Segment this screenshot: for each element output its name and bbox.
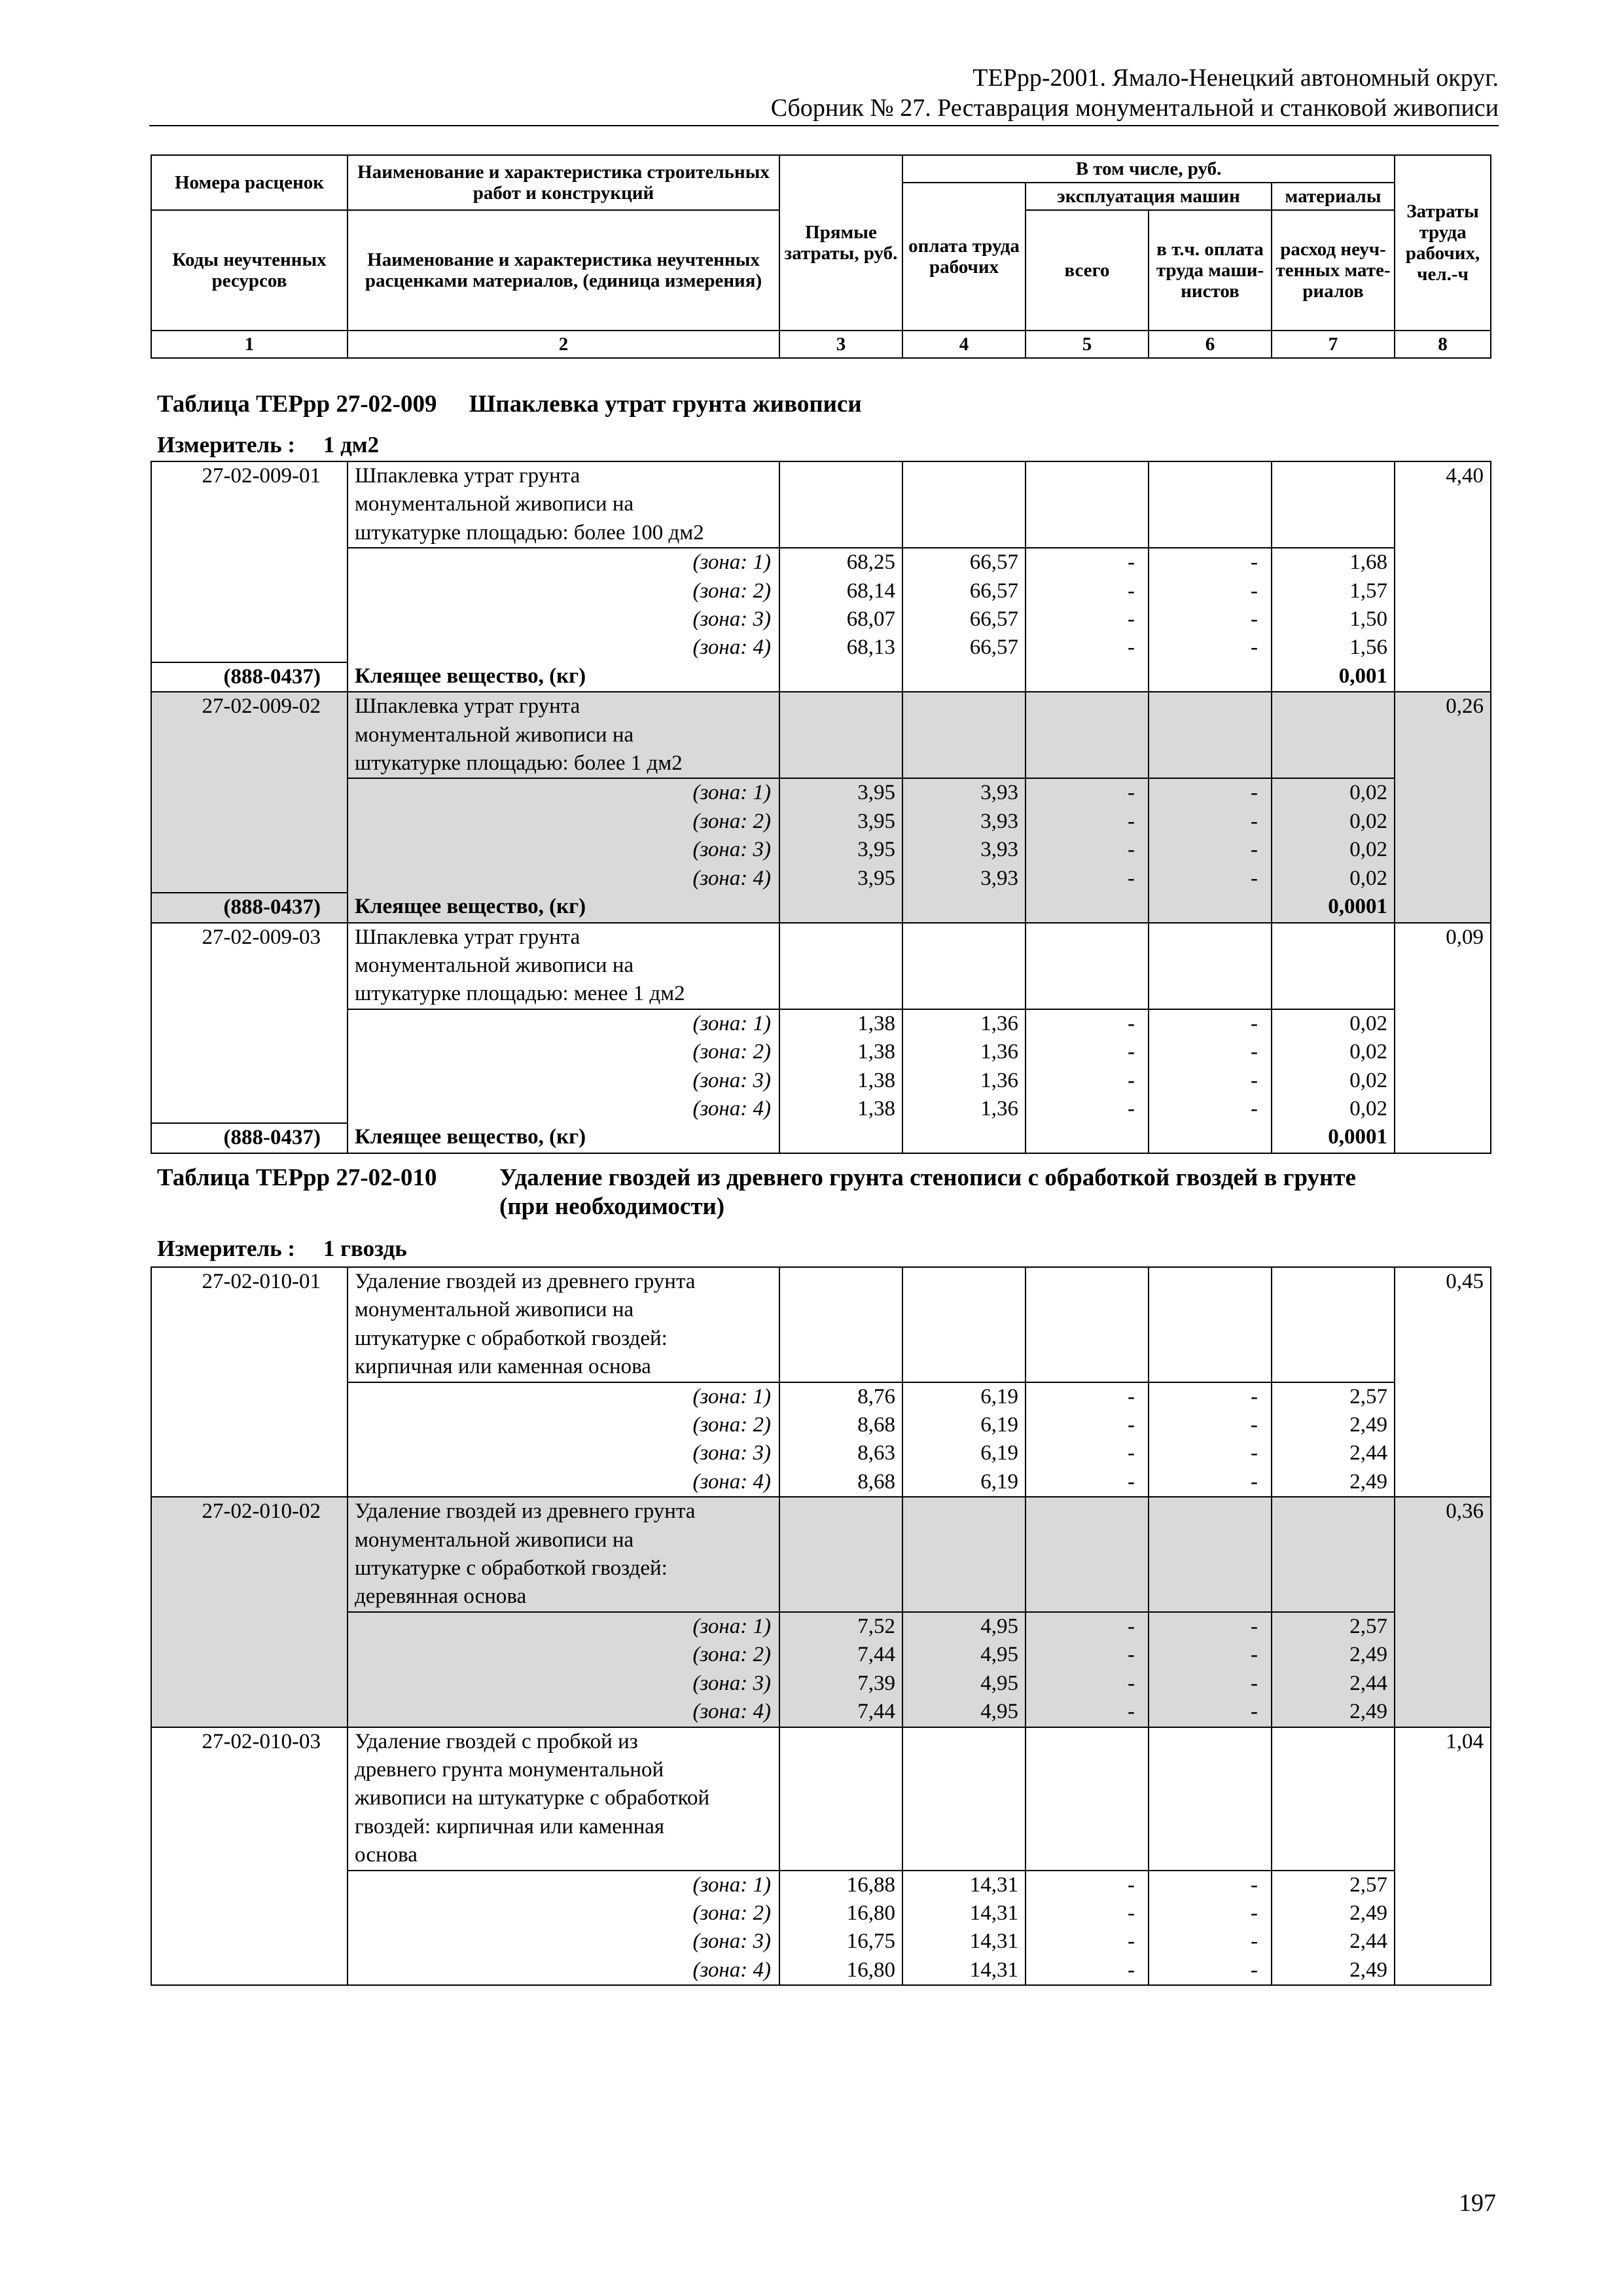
description-line: штукатурке с обработкой гвоздей: bbox=[355, 1556, 668, 1581]
direct-cost: 3,95 bbox=[779, 808, 902, 836]
machine-total: - bbox=[1026, 548, 1149, 577]
machine-total: - bbox=[1026, 1641, 1149, 1669]
zone-row bbox=[151, 778, 1491, 807]
description-line: Шпаклевка утрат грунта bbox=[355, 925, 580, 949]
col-materialy: материалы bbox=[1272, 183, 1395, 210]
direct-cost: 1,38 bbox=[779, 1095, 902, 1123]
page-header bbox=[149, 63, 1499, 123]
zone-row bbox=[151, 1670, 1491, 1698]
direct-cost: 68,07 bbox=[779, 605, 902, 634]
description-line: Удаление гвоздей из древнего грунта bbox=[355, 1270, 696, 1293]
table2-title: Таблица ТЕРрр 27-02-010 bbox=[157, 1164, 437, 1191]
col-num-8: 8 bbox=[1395, 331, 1491, 358]
zone-row bbox=[151, 605, 1491, 634]
zone-label: (зона: 1) bbox=[348, 1009, 779, 1038]
worker-pay: 6,19 bbox=[902, 1411, 1026, 1439]
worker-pay: 1,36 bbox=[902, 1067, 1026, 1095]
empty-cell bbox=[1026, 1267, 1149, 1382]
zone-row bbox=[151, 1956, 1491, 1985]
description-line: древнего грунта монументальной bbox=[355, 1757, 664, 1782]
machinist-pay: - bbox=[1149, 1928, 1272, 1956]
materials-cost: 2,57 bbox=[1272, 1382, 1395, 1411]
empty-cell bbox=[902, 692, 1026, 778]
materials-cost: 2,49 bbox=[1272, 1411, 1395, 1439]
machine-total: - bbox=[1026, 1871, 1149, 1899]
labor-cost: 0,45 bbox=[1395, 1267, 1491, 1497]
worker-pay: 6,19 bbox=[902, 1382, 1026, 1411]
table1-body bbox=[151, 461, 1491, 1154]
machinist-pay: - bbox=[1149, 1095, 1272, 1123]
worker-pay: 4,95 bbox=[902, 1670, 1026, 1698]
empty-cell bbox=[1149, 662, 1272, 692]
zone-row bbox=[151, 1641, 1491, 1669]
rate-description bbox=[348, 692, 779, 778]
rate-code: 27-02-009-03 bbox=[151, 923, 348, 1124]
machine-total: - bbox=[1026, 1095, 1149, 1123]
direct-cost: 8,68 bbox=[779, 1411, 902, 1439]
empty-cell bbox=[1149, 461, 1272, 548]
machine-total: - bbox=[1026, 1899, 1149, 1928]
machinist-pay: - bbox=[1149, 1067, 1272, 1095]
description-line: живописи на штукатурке с обработкой bbox=[355, 1786, 710, 1810]
zone-row bbox=[151, 1871, 1491, 1899]
machine-total: - bbox=[1026, 1670, 1149, 1698]
empty-cell bbox=[779, 662, 902, 692]
empty-cell bbox=[1149, 923, 1272, 1009]
resource-qty: 0,0001 bbox=[1272, 893, 1395, 922]
machinist-pay: - bbox=[1149, 548, 1272, 577]
zone-label: (зона: 4) bbox=[348, 1698, 779, 1727]
materials-cost: 1,56 bbox=[1272, 634, 1395, 662]
table1-name: Шпаклевка утрат грунта живописи bbox=[469, 391, 862, 418]
col-num-4: 4 bbox=[902, 331, 1026, 358]
col-ekspl: эксплуатация машин bbox=[1026, 183, 1272, 210]
machinist-pay: - bbox=[1149, 577, 1272, 605]
col-oplata: оплата труда рабочих bbox=[902, 183, 1026, 331]
zone-label: (зона: 1) bbox=[348, 1871, 779, 1899]
empty-cell bbox=[779, 923, 902, 1009]
worker-pay: 3,93 bbox=[902, 836, 1026, 864]
empty-cell bbox=[902, 1727, 1026, 1871]
zone-label: (зона: 4) bbox=[348, 1468, 779, 1497]
empty-cell bbox=[1272, 923, 1395, 1009]
materials-cost: 2,44 bbox=[1272, 1670, 1395, 1698]
machinist-pay: - bbox=[1149, 778, 1272, 807]
description-line: монументальной живописи на bbox=[355, 723, 634, 747]
machine-total: - bbox=[1026, 836, 1149, 864]
zone-label: (зона: 2) bbox=[348, 577, 779, 605]
empty-cell bbox=[1149, 1123, 1272, 1153]
zone-row bbox=[151, 1095, 1491, 1123]
worker-pay: 14,31 bbox=[902, 1928, 1026, 1956]
resource-name: Клеящее вещество, (кг) bbox=[348, 662, 779, 692]
table2-body bbox=[151, 1266, 1491, 1986]
zone-row bbox=[151, 634, 1491, 662]
materials-cost: 0,02 bbox=[1272, 808, 1395, 836]
header-line-1: ТЕРрр-2001. Ямало-Ненецкий автономный округ. bbox=[972, 64, 1499, 92]
machinist-pay: - bbox=[1149, 1468, 1272, 1497]
direct-cost: 3,95 bbox=[779, 865, 902, 893]
col-kody: Коды неучтенных ресурсов bbox=[151, 210, 348, 331]
machinist-pay: - bbox=[1149, 865, 1272, 893]
empty-cell bbox=[902, 1497, 1026, 1612]
materials-cost: 2,57 bbox=[1272, 1612, 1395, 1641]
resource-name: Клеящее вещество, (кг) bbox=[348, 1123, 779, 1153]
page-number: 197 bbox=[1459, 2189, 1496, 2217]
machine-total: - bbox=[1026, 577, 1149, 605]
empty-cell bbox=[902, 461, 1026, 548]
zone-row bbox=[151, 1468, 1491, 1497]
materials-cost: 2,49 bbox=[1272, 1698, 1395, 1727]
empty-cell bbox=[1272, 1727, 1395, 1871]
zone-label: (зона: 4) bbox=[348, 1956, 779, 1985]
machinist-pay: - bbox=[1149, 1382, 1272, 1411]
materials-cost: 2,49 bbox=[1272, 1641, 1395, 1669]
zone-label: (зона: 3) bbox=[348, 836, 779, 864]
machine-total: - bbox=[1026, 1439, 1149, 1467]
zone-label: (зона: 3) bbox=[348, 605, 779, 634]
zone-label: (зона: 4) bbox=[348, 634, 779, 662]
resource-qty: 0,0001 bbox=[1272, 1123, 1395, 1153]
worker-pay: 3,93 bbox=[902, 778, 1026, 807]
materials-cost: 2,49 bbox=[1272, 1899, 1395, 1928]
empty-cell bbox=[1026, 1727, 1149, 1871]
empty-cell bbox=[1026, 692, 1149, 778]
description-line: гвоздей: кирпичная или каменная bbox=[355, 1814, 665, 1839]
worker-pay: 66,57 bbox=[902, 605, 1026, 634]
worker-pay: 66,57 bbox=[902, 577, 1026, 605]
direct-cost: 16,88 bbox=[779, 1871, 902, 1899]
col-num-6: 6 bbox=[1149, 331, 1272, 358]
description-line: штукатурке площадью: более 100 дм2 bbox=[355, 520, 704, 545]
rate-description bbox=[348, 1727, 779, 1871]
direct-cost: 8,63 bbox=[779, 1439, 902, 1467]
rate-description bbox=[348, 461, 779, 548]
zone-label: (зона: 4) bbox=[348, 865, 779, 893]
rate-description bbox=[348, 1267, 779, 1382]
machinist-pay: - bbox=[1149, 634, 1272, 662]
worker-pay: 6,19 bbox=[902, 1439, 1026, 1467]
description-line: Шпаклевка утрат грунта bbox=[355, 694, 580, 719]
worker-pay: 3,93 bbox=[902, 865, 1026, 893]
materials-cost: 1,50 bbox=[1272, 605, 1395, 634]
zone-row bbox=[151, 1067, 1491, 1095]
worker-pay: 1,36 bbox=[902, 1038, 1026, 1066]
col-rashod: расход неуч-тенных мате-риалов bbox=[1272, 210, 1395, 331]
machinist-pay: - bbox=[1149, 1612, 1272, 1641]
description-line: кирпичная или каменная основа bbox=[355, 1355, 651, 1379]
description-line: штукатурке с обработкой гвоздей: bbox=[355, 1326, 668, 1350]
direct-cost: 8,76 bbox=[779, 1382, 902, 1411]
zone-row bbox=[151, 1382, 1491, 1411]
machinist-pay: - bbox=[1149, 1899, 1272, 1928]
empty-cell bbox=[1026, 662, 1149, 692]
worker-pay: 3,93 bbox=[902, 808, 1026, 836]
materials-cost: 0,02 bbox=[1272, 1067, 1395, 1095]
zone-row bbox=[151, 577, 1491, 605]
zone-label: (зона: 1) bbox=[348, 1382, 779, 1411]
materials-cost: 2,44 bbox=[1272, 1928, 1395, 1956]
zone-row bbox=[151, 1038, 1491, 1066]
resource-row bbox=[151, 662, 1491, 692]
zone-row bbox=[151, 808, 1491, 836]
materials-cost: 0,02 bbox=[1272, 1038, 1395, 1066]
machinist-pay: - bbox=[1149, 1641, 1272, 1669]
empty-cell bbox=[1272, 1497, 1395, 1612]
zone-label: (зона: 4) bbox=[348, 1095, 779, 1123]
description-line: штукатурке площадью: менее 1 дм2 bbox=[355, 982, 685, 1006]
zone-row bbox=[151, 1928, 1491, 1956]
description-line: штукатурке площадью: более 1 дм2 bbox=[355, 751, 683, 776]
labor-cost: 1,04 bbox=[1395, 1727, 1491, 1986]
direct-cost: 7,39 bbox=[779, 1670, 902, 1698]
description-line: монументальной живописи на bbox=[355, 953, 634, 977]
zone-row bbox=[151, 1411, 1491, 1439]
materials-cost: 0,02 bbox=[1272, 865, 1395, 893]
materials-cost: 2,57 bbox=[1272, 1871, 1395, 1899]
rate-code: 27-02-009-02 bbox=[151, 692, 348, 893]
worker-pay: 1,36 bbox=[902, 1095, 1026, 1123]
empty-cell bbox=[1149, 692, 1272, 778]
description-line: Удаление гвоздей из древнего грунта bbox=[355, 1499, 696, 1524]
empty-cell bbox=[1026, 461, 1149, 548]
header-line-2: Сборник № 27. Реставрация монументальной и станковой живописи bbox=[770, 94, 1499, 122]
labor-cost: 0,26 bbox=[1395, 692, 1491, 922]
machinist-pay: - bbox=[1149, 1439, 1272, 1467]
empty-cell bbox=[779, 692, 902, 778]
worker-pay: 4,95 bbox=[902, 1641, 1026, 1669]
direct-cost: 8,68 bbox=[779, 1468, 902, 1497]
col-vtch: в т.ч. оплата труда маши-нистов bbox=[1149, 210, 1272, 331]
rate-code: 27-02-010-02 bbox=[151, 1497, 348, 1727]
worker-pay: 14,31 bbox=[902, 1956, 1026, 1985]
col-vsego: всего bbox=[1026, 210, 1149, 331]
direct-cost: 1,38 bbox=[779, 1009, 902, 1038]
empty-cell bbox=[902, 662, 1026, 692]
description-line: монументальной живописи на bbox=[355, 1298, 634, 1322]
resource-code: (888-0437) bbox=[151, 662, 348, 692]
machinist-pay: - bbox=[1149, 1871, 1272, 1899]
materials-cost: 1,68 bbox=[1272, 548, 1395, 577]
empty-cell bbox=[779, 461, 902, 548]
direct-cost: 7,52 bbox=[779, 1612, 902, 1641]
direct-cost: 68,13 bbox=[779, 634, 902, 662]
description-line: монументальной живописи на bbox=[355, 492, 634, 516]
rate-code: 27-02-009-01 bbox=[151, 461, 348, 662]
col-zatraty: Затраты труда рабочих, чел.-ч bbox=[1395, 155, 1491, 331]
machine-total: - bbox=[1026, 1009, 1149, 1038]
machine-total: - bbox=[1026, 634, 1149, 662]
empty-cell bbox=[902, 923, 1026, 1009]
direct-cost: 16,80 bbox=[779, 1956, 902, 1985]
resource-row bbox=[151, 893, 1491, 922]
resource-qty: 0,001 bbox=[1272, 662, 1395, 692]
column-header-table bbox=[151, 154, 1491, 359]
machine-total: - bbox=[1026, 1956, 1149, 1985]
empty-cell bbox=[1026, 893, 1149, 922]
labor-cost: 0,36 bbox=[1395, 1497, 1491, 1727]
empty-cell bbox=[1149, 893, 1272, 922]
empty-cell bbox=[779, 1267, 902, 1382]
empty-cell bbox=[902, 1123, 1026, 1153]
col-num-5: 5 bbox=[1026, 331, 1149, 358]
worker-pay: 4,95 bbox=[902, 1698, 1026, 1727]
empty-cell bbox=[902, 1267, 1026, 1382]
machinist-pay: - bbox=[1149, 808, 1272, 836]
worker-pay: 4,95 bbox=[902, 1612, 1026, 1641]
col-naim-top: Наименование и характеристика строительных работ и конструкций bbox=[348, 155, 779, 210]
machine-total: - bbox=[1026, 1612, 1149, 1641]
machine-total: - bbox=[1026, 1928, 1149, 1956]
zone-label: (зона: 2) bbox=[348, 1411, 779, 1439]
description-line: основа bbox=[355, 1843, 418, 1867]
direct-cost: 7,44 bbox=[779, 1641, 902, 1669]
zone-row bbox=[151, 1439, 1491, 1467]
table2-name: Удаление гвоздей из древнего грунта стенописи с обработкой гвоздей в грунте (при необходимости) bbox=[499, 1164, 1356, 1220]
worker-pay: 14,31 bbox=[902, 1899, 1026, 1928]
machinist-pay: - bbox=[1149, 1698, 1272, 1727]
machine-total: - bbox=[1026, 808, 1149, 836]
zone-label: (зона: 3) bbox=[348, 1067, 779, 1095]
machine-total: - bbox=[1026, 1468, 1149, 1497]
worker-pay: 1,36 bbox=[902, 1009, 1026, 1038]
empty-cell bbox=[1272, 461, 1395, 548]
machinist-pay: - bbox=[1149, 1670, 1272, 1698]
machinist-pay: - bbox=[1149, 1956, 1272, 1985]
materials-cost: 0,02 bbox=[1272, 1009, 1395, 1038]
materials-cost: 1,57 bbox=[1272, 577, 1395, 605]
zone-row bbox=[151, 1698, 1491, 1727]
empty-cell bbox=[1149, 1267, 1272, 1382]
materials-cost: 0,02 bbox=[1272, 778, 1395, 807]
materials-cost: 2,44 bbox=[1272, 1439, 1395, 1467]
direct-cost: 3,95 bbox=[779, 778, 902, 807]
resource-code: (888-0437) bbox=[151, 893, 348, 922]
col-v-tom: В том числе, руб. bbox=[902, 155, 1395, 183]
col-naim-bottom: Наименование и характеристика неучтенных расценками материалов, (единица измерения) bbox=[348, 210, 779, 331]
labor-cost: 4,40 bbox=[1395, 461, 1491, 692]
machine-total: - bbox=[1026, 1038, 1149, 1066]
description-line: деревянная основа bbox=[355, 1585, 527, 1609]
zone-row bbox=[151, 836, 1491, 864]
empty-cell bbox=[902, 893, 1026, 922]
empty-cell bbox=[779, 1123, 902, 1153]
zone-row bbox=[151, 1009, 1491, 1038]
zone-label: (зона: 3) bbox=[348, 1439, 779, 1467]
worker-pay: 66,57 bbox=[902, 548, 1026, 577]
worker-pay: 14,31 bbox=[902, 1871, 1026, 1899]
machinist-pay: - bbox=[1149, 1411, 1272, 1439]
description-line: Шпаклевка утрат грунта bbox=[355, 464, 580, 488]
header-rule bbox=[149, 125, 1499, 126]
machine-total: - bbox=[1026, 1382, 1149, 1411]
rate-description bbox=[348, 923, 779, 1009]
zone-label: (зона: 3) bbox=[348, 1928, 779, 1956]
table1-meter: Измеритель : 1 дм2 bbox=[157, 432, 380, 457]
zone-row bbox=[151, 1899, 1491, 1928]
zone-row bbox=[151, 548, 1491, 577]
materials-cost: 2,49 bbox=[1272, 1468, 1395, 1497]
empty-cell bbox=[1272, 692, 1395, 778]
resource-code: (888-0437) bbox=[151, 1123, 348, 1153]
table2-meter: Измеритель : 1 гвоздь bbox=[157, 1236, 407, 1261]
col-num-2: 2 bbox=[348, 331, 779, 358]
zone-row bbox=[151, 1612, 1491, 1641]
col-nomera: Номера расценок bbox=[151, 155, 348, 210]
empty-cell bbox=[779, 1727, 902, 1871]
zone-label: (зона: 1) bbox=[348, 548, 779, 577]
resource-name: Клеящее вещество, (кг) bbox=[348, 893, 779, 922]
machine-total: - bbox=[1026, 778, 1149, 807]
col-num-7: 7 bbox=[1272, 331, 1395, 358]
empty-cell bbox=[1149, 1497, 1272, 1612]
zone-row bbox=[151, 865, 1491, 893]
rate-description bbox=[348, 1497, 779, 1612]
machine-total: - bbox=[1026, 605, 1149, 634]
table1-title: Таблица ТЕРрр 27-02-009 Шпаклевка утрат грунта живописи bbox=[157, 391, 862, 418]
col-num-3: 3 bbox=[779, 331, 902, 358]
direct-cost: 16,75 bbox=[779, 1928, 902, 1956]
machinist-pay: - bbox=[1149, 836, 1272, 864]
machinist-pay: - bbox=[1149, 605, 1272, 634]
col-num-1: 1 bbox=[151, 331, 348, 358]
zone-label: (зона: 3) bbox=[348, 1670, 779, 1698]
worker-pay: 66,57 bbox=[902, 634, 1026, 662]
machinist-pay: - bbox=[1149, 1009, 1272, 1038]
direct-cost: 16,80 bbox=[779, 1899, 902, 1928]
materials-cost: 2,49 bbox=[1272, 1956, 1395, 1985]
empty-cell bbox=[1272, 1267, 1395, 1382]
machine-total: - bbox=[1026, 1698, 1149, 1727]
labor-cost: 0,09 bbox=[1395, 923, 1491, 1153]
rate-code: 27-02-010-03 bbox=[151, 1727, 348, 1986]
empty-cell bbox=[779, 1497, 902, 1612]
machine-total: - bbox=[1026, 1411, 1149, 1439]
rate-code: 27-02-010-01 bbox=[151, 1267, 348, 1497]
empty-cell bbox=[1149, 1727, 1272, 1871]
worker-pay: 6,19 bbox=[902, 1468, 1026, 1497]
zone-label: (зона: 2) bbox=[348, 1038, 779, 1066]
empty-cell bbox=[1026, 923, 1149, 1009]
machine-total: - bbox=[1026, 1067, 1149, 1095]
zone-label: (зона: 1) bbox=[348, 1612, 779, 1641]
col-pryamye: Прямые затраты, руб. bbox=[779, 155, 902, 331]
empty-cell bbox=[1026, 1497, 1149, 1612]
direct-cost: 3,95 bbox=[779, 836, 902, 864]
zone-label: (зона: 2) bbox=[348, 1641, 779, 1669]
materials-cost: 0,02 bbox=[1272, 1095, 1395, 1123]
materials-cost: 0,02 bbox=[1272, 836, 1395, 864]
direct-cost: 1,38 bbox=[779, 1067, 902, 1095]
direct-cost: 68,25 bbox=[779, 548, 902, 577]
empty-cell bbox=[1026, 1123, 1149, 1153]
zone-label: (зона: 2) bbox=[348, 1899, 779, 1928]
direct-cost: 68,14 bbox=[779, 577, 902, 605]
machinist-pay: - bbox=[1149, 1038, 1272, 1066]
description-line: монументальной живописи на bbox=[355, 1528, 634, 1552]
zone-label: (зона: 1) bbox=[348, 778, 779, 807]
empty-cell bbox=[779, 893, 902, 922]
direct-cost: 1,38 bbox=[779, 1038, 902, 1066]
machine-total: - bbox=[1026, 865, 1149, 893]
description-line: Удаление гвоздей с пробкой из bbox=[355, 1729, 638, 1753]
zone-label: (зона: 2) bbox=[348, 808, 779, 836]
resource-row bbox=[151, 1123, 1491, 1153]
direct-cost: 7,44 bbox=[779, 1698, 902, 1727]
